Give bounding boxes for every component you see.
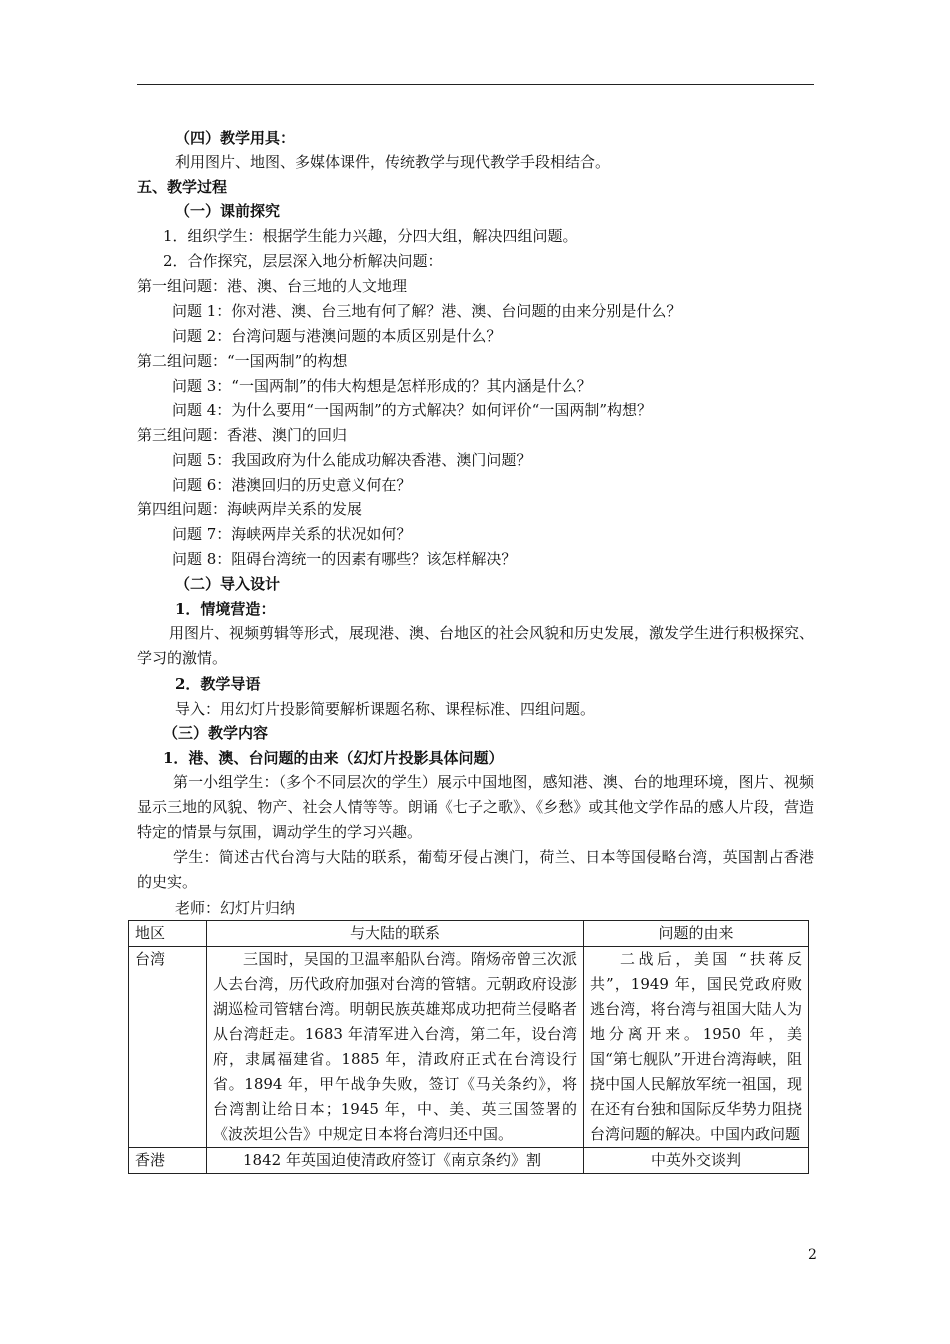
subsection-heading: （三）教学内容 [163,724,269,742]
page-number: 2 [808,1247,817,1263]
table-cell-origin: 二战后，美国 “扶蒋反共”，1949 年，国民党政府败逃台湾，将台湾与祖国大陆人为地分离开来。1950 年，美国“第七舰队”开进台湾海峡，阻挠中国人民解放军统一祖国，现在还有台独和国际反华势力阻挠台湾问题的解决。中国内政问题 [584,947,809,1148]
group-title: 第三组问题：香港、澳门的回归 [137,426,348,444]
table-cell-region: 台湾 [129,947,207,1148]
table-header-cell: 与大陆的联系 [207,921,584,947]
table-header-cell: 问题的由来 [584,921,809,947]
paragraph: 老师：幻灯片归纳 [175,899,296,917]
paragraph: 用图片、视频剪辑等形式，展现港、澳、台地区的社会风貌和历史发展，激发学生进行积极探究、学习的激情。 [137,624,815,667]
question: 问题 1：你对港、澳、台三地有何了解？港、澳、台问题的由来分别是什么？ [172,302,682,320]
subsection-heading: 2．教学导语 [175,675,261,693]
section-heading: 五、教学过程 [137,178,228,196]
question: 问题 7：海峡两岸关系的状况如何？ [172,525,412,543]
paragraph: 第一小组学生：（多个不同层次的学生）展示中国地图，感知港、澳、台的地理环境，图片、视频显示三地的风貌、物产、社会人情等等。朗诵《七子之歌》、《乡愁》或其他文学作品的感人片段，营造特定的情景与氛围，调动学生的学习兴趣。 [137,773,814,841]
question: 问题 3：“一国两制”的伟大构想是怎样形成的？其内涵是什么？ [172,377,592,395]
paragraph: 学生：简述古代台湾与大陆的联系，葡萄牙侵占澳门，荷兰、日本等国侵略台湾，英国割占香港的史实。 [137,848,814,891]
header-rule [137,84,814,85]
question: 问题 5：我国政府为什么能成功解决香港、澳门问题？ [172,451,532,469]
table-header-cell: 地区 [129,921,207,947]
subsection-heading: 1．港、澳、台问题的由来（幻灯片投影具体问题） [163,749,504,767]
table-cell-region: 香港 [129,1148,207,1174]
question: 问题 4：为什么要用“一国两制”的方式解决？如何评价“一国两制”构想？ [172,401,652,419]
table-cell-relation: 三国时，吴国的卫温率船队台湾。隋炀帝曾三次派人去台湾，历代政府加强对台湾的管辖。元朝政府设澎湖巡检司管辖台湾。明朝民族英雄郑成功把荷兰侵略者从台湾赶走。1683 年清军进入台湾，第二年，设台湾府，隶属福建省。1885 年，清政府正式在台湾设行省。1894 年，甲午战争失败，签订《马关条约》，将台湾割让给日本；1945 年，中、美、英三国签署的《波茨坦公告》中规定日本将台湾归还中国。 [207,947,584,1148]
question: 问题 2：台湾问题与港澳问题的本质区别是什么？ [172,327,502,345]
table-cell-relation: 1842 年英国迫使清政府签订《南京条约》割 [207,1148,584,1174]
paragraph: 导入：用幻灯片投影简要解析课题名称、课程标准、四组问题。 [175,700,596,718]
table-row [129,1148,809,1174]
section-heading: （四）教学用具： [175,129,296,147]
table-row [129,947,809,1148]
table-cell-origin: 中英外交谈判 [584,1148,809,1174]
history-table [128,920,809,1174]
paragraph: 利用图片、地图、多媒体课件，传统教学与现代教学手段相结合。 [175,153,611,171]
group-title: 第四组问题：海峡两岸关系的发展 [137,500,363,518]
list-item: 2．合作探究，层层深入地分析解决问题： [163,252,443,270]
list-item: 1．组织学生：根据学生能力兴趣，分四大组，解决四组问题。 [163,227,578,245]
subsection-heading: （二）导入设计 [175,575,281,593]
group-title: 第一组问题：港、澳、台三地的人文地理 [137,277,408,295]
table-header-row [129,921,809,947]
question: 问题 6：港澳回归的历史意义何在？ [172,476,412,494]
group-title: 第二组问题：“一国两制”的构想 [137,352,348,370]
subsection-heading: 1．情境营造： [175,600,276,618]
question: 问题 8：阻碍台湾统一的因素有哪些？该怎样解决？ [172,550,517,568]
subsection-heading: （一）课前探究 [175,202,281,220]
